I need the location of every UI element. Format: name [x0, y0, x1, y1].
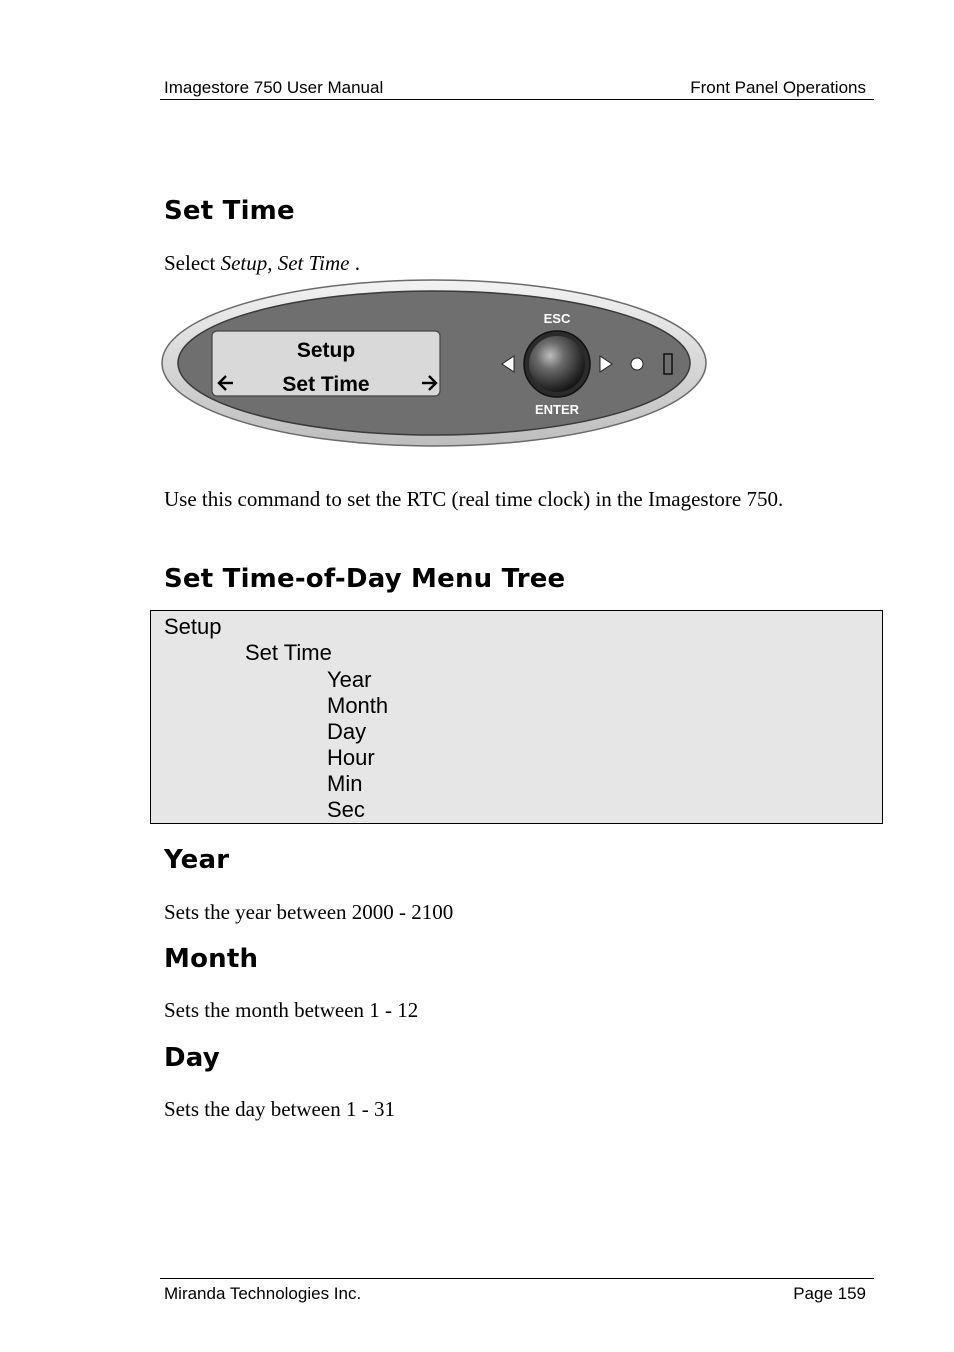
select-prefix: Select: [164, 251, 221, 275]
tree-root: Setup: [164, 614, 222, 639]
menu-tree-box: [150, 610, 883, 824]
lcd-line2: Set Time: [282, 373, 370, 396]
tree-item-sec: Sec: [327, 797, 365, 822]
led-indicator-icon: [631, 358, 643, 370]
select-path: Setup, Set Time: [220, 251, 350, 275]
esc-label: ESC: [543, 311, 571, 326]
subsection-heading-year: Year: [164, 845, 230, 875]
card-slot-icon: [664, 354, 672, 374]
tree-item-year: Year: [327, 667, 372, 692]
front-panel-illustration: [160, 278, 712, 450]
tree-item-hour: Hour: [327, 745, 375, 770]
subsection-heading-month: Month: [164, 944, 259, 974]
select-instruction: [164, 250, 360, 276]
section-heading-set-time: Set Time: [164, 196, 295, 226]
header-left: Imagestore 750 User Manual: [164, 78, 384, 97]
subsection-text-year: Sets the year between 2000 - 2100: [164, 900, 454, 924]
set-time-description: Use this command to set the RTC (real time clock) in the Imagestore 750.: [164, 487, 784, 511]
header-rule: [160, 99, 874, 100]
tree-level1: Set Time: [245, 640, 332, 665]
tree-item-day: Day: [327, 719, 367, 744]
menu-tree-heading: Set Time-of-Day Menu Tree: [164, 564, 566, 594]
footer-left: Miranda Technologies Inc.: [164, 1284, 362, 1303]
subsection-text-month: Sets the month between 1 - 12: [164, 998, 419, 1022]
subsection-text-day: Sets the day between 1 - 31: [164, 1097, 395, 1121]
tree-item-min: Min: [327, 771, 363, 796]
enter-label: ENTER: [534, 402, 580, 417]
footer-page-number: Page 159: [793, 1284, 866, 1303]
footer-rule: [160, 1278, 874, 1279]
select-suffix: .: [349, 251, 360, 275]
tree-item-month: Month: [327, 693, 389, 718]
header-right: Front Panel Operations: [690, 78, 866, 97]
subsection-heading-day: Day: [164, 1043, 220, 1073]
lcd-line1: Setup: [296, 339, 356, 362]
control-knob[interactable]: [529, 336, 585, 392]
